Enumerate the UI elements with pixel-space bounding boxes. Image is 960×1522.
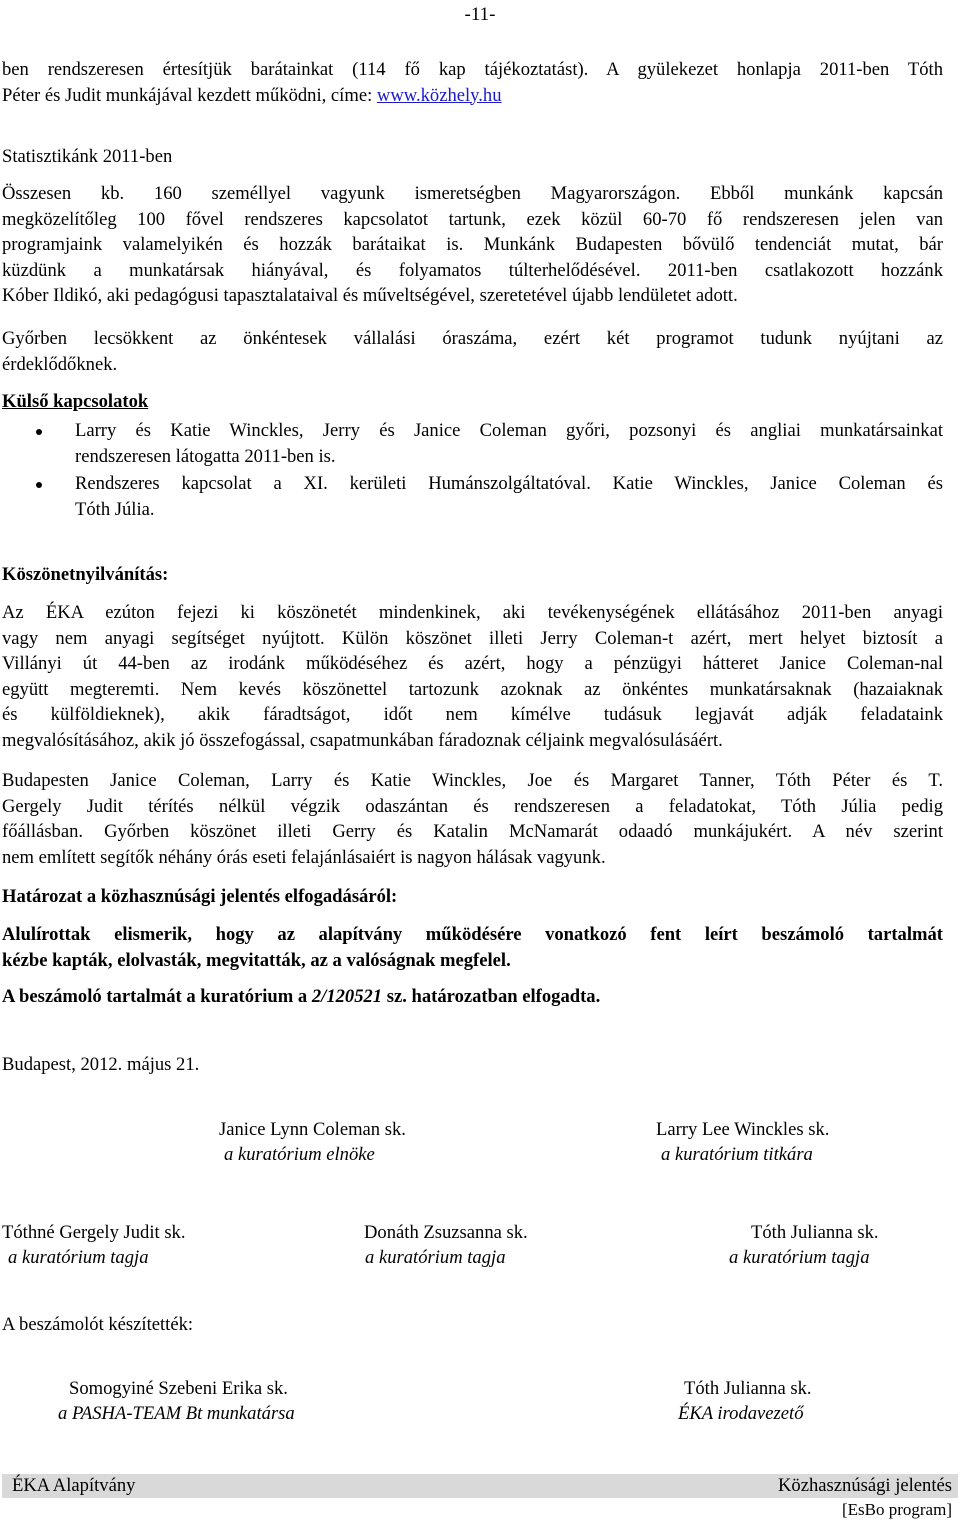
- bullet-icon: [36, 429, 42, 435]
- resolution-text: sz. határozatban elfogadta.: [382, 986, 601, 1007]
- signatory-name: Tóth Julianna sk.: [684, 1378, 812, 1399]
- text-line: Villányi út 44-ben az irodánk működéséhez és azért, hogy a pénzügyi hátteret Janice Coleman-nal: [2, 653, 943, 675]
- stats-heading: Statisztikánk 2011-ben: [2, 146, 173, 167]
- text-line: rendszeresen látogatta 2011-ben is.: [75, 445, 336, 467]
- signatory-role: a kuratórium tagja: [365, 1247, 506, 1268]
- intro-line: ben rendszeresen értesítjük barátainkat (114 fő kap tájékoztatást). A gyülekezet honlapja 2011-ben Tóth: [2, 59, 943, 80]
- signature-block: [678, 1378, 812, 1425]
- stats-paragraph-1: [2, 181, 943, 309]
- text-line: érdeklődőknek.: [2, 353, 118, 375]
- text-line: vagy nem anyagi segítséget nyújtott. Külön köszönet illeti Jerry Coleman-t azért, mert helyet biztosít a: [2, 627, 943, 649]
- signature-block: [58, 1378, 295, 1425]
- signature-block: [656, 1119, 829, 1166]
- thanks-paragraph-2: [2, 768, 943, 870]
- footer-organization: ÉKA Alapítvány: [12, 1475, 136, 1496]
- signatory-role: a kuratórium tagja: [8, 1247, 149, 1268]
- page-number: -11-: [464, 4, 496, 25]
- text-line: főállásban. Győrben köszönet illeti Gerry és Katalin McNamarát odaadó munkájukért. A név szerint: [2, 821, 943, 843]
- prepared-by-label: A beszámolót készítették:: [2, 1314, 194, 1335]
- text-line: Rendszeres kapcsolat a XI. kerületi Humánszolgáltatóval. Katie Winckles, Janice Coleman és: [75, 473, 943, 495]
- stats-paragraph-2: [2, 326, 943, 377]
- resolution-number: 2/120521: [311, 986, 383, 1007]
- resolution-heading: Határozat a közhasznúsági jelentés elfogadásáról:: [2, 886, 398, 907]
- resolution-paragraph-1: [2, 922, 943, 973]
- signature-block: [2, 1222, 186, 1269]
- text-line: Alulírottak elismerik, hogy az alapítvány működésére vonatkozó fent leírt beszámoló tartalmát: [2, 924, 943, 945]
- external-contacts-list: [30, 418, 943, 522]
- bullet-icon: [36, 482, 42, 488]
- text-line: Tóth Júlia.: [75, 498, 155, 520]
- intro-text: Péter és Judit munkájával kezdett működni, címe:: [2, 84, 377, 106]
- external-contacts-heading: Külső kapcsolatok: [2, 391, 149, 412]
- text-line: nem említett segítők néhány órás eseti felajánlásaiért is nagyon hálásak vagyunk.: [2, 846, 606, 868]
- thanks-paragraph-1: [2, 600, 943, 754]
- signature-block: [729, 1222, 879, 1269]
- resolution-paragraph-2: [2, 986, 600, 1008]
- text-line: és külföldieknek), akik fáradtságot, időt nem kímélve tudásuk legjavát adják feladataink: [2, 704, 943, 726]
- text-line: megvalósításához, akik jó összefogással, csapatmunkában fáradoznak céljaink megvalósulásáért.: [2, 729, 723, 751]
- signatory-name: Janice Lynn Coleman sk.: [219, 1119, 406, 1140]
- signatory-role: a kuratórium elnöke: [224, 1144, 375, 1165]
- signatory-name: Tóth Julianna sk.: [751, 1222, 879, 1243]
- website-link[interactable]: www.közhely.hu: [376, 84, 502, 106]
- footer-report-title: Közhasznúsági jelentés: [778, 1475, 952, 1496]
- text-line: Győrben lecsökkent az önkéntesek vállalási óraszáma, ezért két programot tudunk nyújtani az: [2, 328, 943, 349]
- signatory-role: a kuratórium titkára: [661, 1144, 813, 1165]
- list-item: [30, 471, 943, 522]
- text-line: Budapesten Janice Coleman, Larry és Katie Winckles, Joe és Margaret Tanner, Tóth Péter és T.: [2, 770, 943, 791]
- text-line: Az ÉKA ezúton fejezi ki köszönetét mindenkinek, aki tevékenységének ellátásához 2011-ben anyagi: [2, 602, 943, 623]
- text-line: Larry és Katie Winckles, Jerry és Janice Coleman győri, pozsonyi és angliai munkatársainkat: [75, 420, 943, 441]
- text-line: megközelítőleg 100 fővel rendszeres kapcsolatot tartunk, ezek közül 60-70 fő rendszeresen jelen van: [2, 208, 943, 230]
- text-line: Gergely Judit térítés nélkül végzik odaszántan és rendszeresen a feladatokat, Tóth Júlia pedig: [2, 795, 943, 817]
- intro-paragraph: [2, 57, 943, 108]
- intro-line: [2, 83, 943, 109]
- text-line: együtt megteremti. Nem kevés köszönettel tartozunk azoknak az önkéntes munkatársaknak (hazaiaknak: [2, 678, 943, 700]
- signature-block: [364, 1222, 528, 1269]
- footer-program: [EsBo program]: [841, 1500, 952, 1519]
- signatory-name: Larry Lee Winckles sk.: [656, 1119, 830, 1140]
- signature-block: [219, 1119, 406, 1166]
- thanks-heading: Köszönetnyilvánítás:: [2, 564, 169, 585]
- signatory-name: Somogyiné Szebeni Erika sk.: [69, 1378, 288, 1399]
- signatory-role: ÉKA irodavezető: [678, 1403, 804, 1424]
- signatory-name: Donáth Zsuzsanna sk.: [364, 1222, 528, 1243]
- place-date: Budapest, 2012. május 21.: [2, 1054, 200, 1075]
- text-line: Összesen kb. 160 személlyel vagyunk ismeretségben Magyarországon. Ebből munkánk kapcsán: [2, 183, 943, 204]
- text-line: küzdünk a munkatársak hiányával, és folyamatos túlterhelődésével. 2011-ben csatlakozott hozzánk: [2, 259, 943, 281]
- resolution-text: A beszámoló tartalmát a kuratórium a: [2, 986, 312, 1007]
- text-line: programjaink valamelyikén és hozzák barátaikat is. Munkánk Budapesten bővülő tendenciát mutat, bár: [2, 234, 943, 256]
- signatory-name: Tóthné Gergely Judit sk.: [2, 1222, 186, 1243]
- list-item: [30, 418, 943, 469]
- signatory-role: a PASHA-TEAM Bt munkatársa: [58, 1403, 295, 1424]
- text-line: kézbe kapták, elolvasták, megvitatták, az a valóságnak megfelel.: [2, 949, 511, 971]
- text-line: Kóber Ildikó, aki pedagógusi tapasztalataival és műveltségével, szeretetével újabb lendületet adott.: [2, 285, 738, 307]
- signatory-role: a kuratórium tagja: [729, 1247, 870, 1268]
